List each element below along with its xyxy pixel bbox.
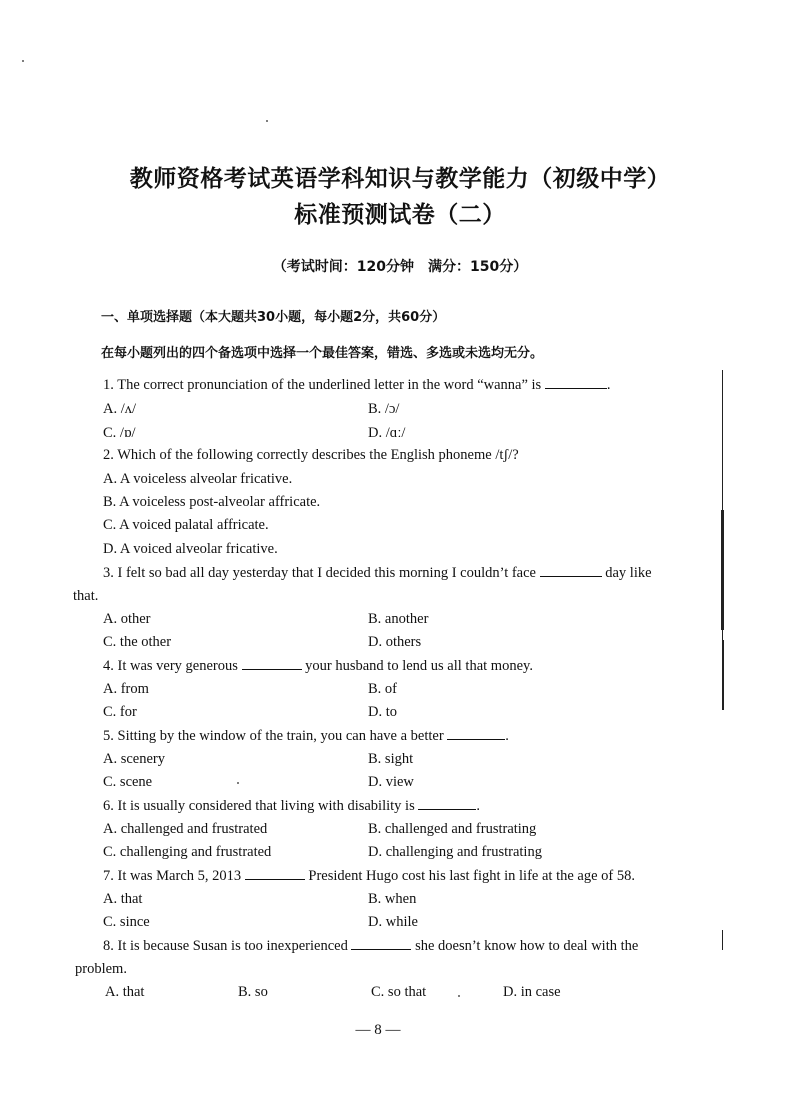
q4-option-d: D. to [368, 704, 397, 720]
answer-blank [351, 937, 411, 950]
q1-option-c: C. /ɒ/ [103, 425, 136, 441]
document-title-line-1: 教师资格考试英语学科知识与教学能力（初级中学） [129, 166, 671, 192]
answer-blank [540, 564, 602, 577]
q7-option-b: B. when [368, 891, 417, 907]
q5-option-b: B. sight [368, 751, 414, 767]
section-instruction: 在每小题列出的四个备选项中选择一个最佳答案，错选、多选或未选均无分。 [101, 346, 544, 361]
question-7-text: 7. It was March 5, 2013 [103, 868, 242, 884]
exam-info: （考试时间：120分钟 满分：150分） [272, 259, 528, 275]
q7-option-c: C. since [103, 914, 150, 930]
q4-option-b: B. of [368, 681, 397, 697]
q1-option-a: A. /ʌ/ [103, 401, 137, 417]
q4-option-c: C. for [103, 704, 137, 720]
q8-option-a: A. that [105, 984, 145, 1000]
scan-speck [266, 120, 268, 122]
answer-blank [242, 657, 302, 670]
question-2-stem: 2. Which of the following correctly describes the English phoneme /tʃ/? [103, 447, 519, 463]
q1-option-b: B. /ɔ/ [368, 401, 400, 417]
q3-option-a: A. other [103, 611, 151, 627]
answer-blank [418, 797, 476, 810]
section-heading: 一、单项选择题（本大题共30小题，每小题2分，共60分） [101, 310, 446, 325]
question-6-text: 6. It is usually considered that living with disability is [103, 798, 415, 814]
question-4-stem [103, 657, 533, 675]
q5-option-d: D. view [368, 774, 414, 790]
scan-speck [237, 782, 239, 784]
question-3-stem [103, 564, 652, 582]
q5-option-c: C. scene [103, 774, 153, 790]
q4-option-a: A. from [103, 681, 149, 697]
answer-blank [245, 867, 305, 880]
q6-option-d: D. challenging and frustrating [368, 844, 542, 860]
question-6-text-end: . [476, 798, 480, 814]
answer-blank [545, 376, 607, 389]
question-7-stem [103, 867, 635, 885]
question-3-text: 3. I felt so bad all day yesterday that I decided this morning I couldn’t face [103, 565, 536, 581]
question-1-text: 1. The correct pronunciation of the underlined letter in the word “wanna” is [103, 377, 542, 393]
q1-option-d: D. /ɑː/ [368, 425, 406, 441]
q2-option-c: C. A voiced palatal affricate. [103, 517, 269, 533]
scan-edge-line [721, 510, 724, 630]
q7-option-a: A. that [103, 891, 143, 907]
q8-option-b: B. so [238, 984, 268, 1000]
question-5-text-end: . [505, 728, 509, 744]
q8-option-d: D. in case [503, 984, 561, 1000]
q2-option-d: D. A voiced alveolar fricative. [103, 541, 278, 557]
scan-speck [22, 60, 24, 62]
q3-option-b: B. another [368, 611, 429, 627]
q2-option-a: A. A voiceless alveolar fricative. [103, 471, 293, 487]
q5-option-a: A. scenery [103, 751, 166, 767]
q3-option-d: D. others [368, 634, 422, 650]
document-title-line-2: 标准预测试卷（二） [294, 202, 506, 228]
question-8-continuation: problem. [75, 961, 127, 977]
q6-option-b: B. challenged and frustrating [368, 821, 537, 837]
question-4-text: 4. It was very generous [103, 658, 238, 674]
question-5-text: 5. Sitting by the window of the train, you can have a better [103, 728, 444, 744]
question-1-text-end: . [606, 377, 611, 393]
scan-speck [458, 995, 460, 997]
q3-option-c: C. the other [103, 634, 172, 650]
question-8-text: 8. It is because Susan is too inexperienced [103, 938, 348, 954]
question-3-continuation: that. [73, 588, 99, 604]
question-7-text-end: President Hugo cost his last fight in life at the age of 58. [308, 868, 635, 884]
q7-option-d: D. while [368, 914, 418, 930]
q6-option-a: A. challenged and frustrated [103, 821, 268, 837]
scan-edge-line [722, 930, 723, 950]
question-8-text-end: she doesn’t know how to deal with the [415, 938, 639, 954]
question-1-stem [103, 376, 610, 394]
q8-option-c: C. so that [371, 984, 427, 1000]
page-number: — 8 — [355, 1022, 401, 1038]
question-6-stem [103, 797, 480, 815]
question-8-stem [103, 937, 638, 955]
question-3-text-end: day like [605, 565, 652, 581]
scan-edge-line [722, 640, 724, 710]
q6-option-c: C. challenging and frustrated [103, 844, 272, 860]
q2-option-b: B. A voiceless post-alveolar affricate. [103, 494, 321, 510]
question-4-text-end: your husband to lend us all that money. [305, 658, 533, 674]
question-5-stem [103, 727, 509, 745]
answer-blank [447, 727, 505, 740]
